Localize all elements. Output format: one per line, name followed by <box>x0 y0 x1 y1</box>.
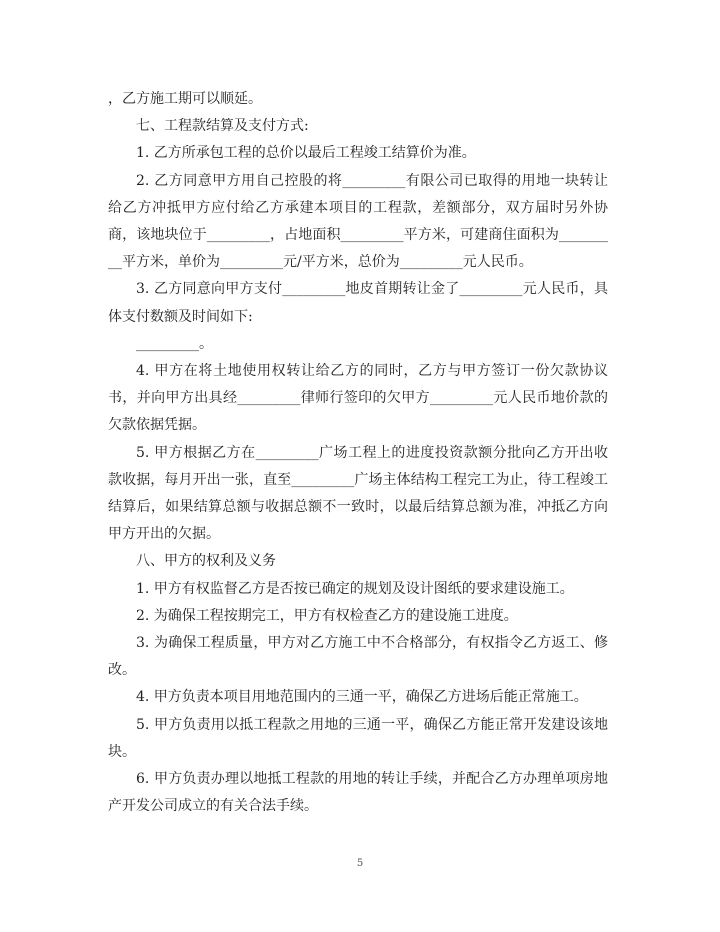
clause-7-4: 4. 甲方在将土地使用权转让给乙方的同时，乙方与甲方签订一份欠款协议书，并向甲方出具经_________律师行签印的欠甲方_________元人民币地价款的欠款依据凭据。 <box>108 363 608 434</box>
clause-7-3: 3. 乙方同意向甲方支付_________地皮首期转让金了_________元人民币，具体支付数额及时间如下: <box>108 281 608 325</box>
page-number: 5 <box>356 858 364 869</box>
clause-8-1: 1. 甲方有权监督乙方是否按已确定的规划及设计图纸的要求建设施工。 <box>136 580 574 597</box>
clause-8-2: 2. 为确保工程按期完工，甲方有权检查乙方的建设施工进度。 <box>136 607 518 624</box>
clause-7-5: 5. 甲方根据乙方在_________广场工程上的进度投资款额分批向乙方开出收款收据，每月开出一张，直至_________广场主体结构工程完工为止，待工程竣工结算后，如果结算总额与收据总额不一致时，以最后结算总额为准，冲抵乙方向甲方开出的欠据。 <box>108 444 608 543</box>
clause-7-1: 1. 乙方所承包工程的总价以最后工程竣工结算价为准。 <box>136 145 476 162</box>
clause-7-3-detail: _________。 <box>136 335 213 352</box>
clause-8-5: 5. 甲方负责用以抵工程款之用地的三通一平，确保乙方能正常开发建设该地块。 <box>108 716 608 760</box>
clause-8-3: 3. 为确保工程质量，甲方对乙方施工中不合格部分，有权指令乙方返工、修改。 <box>108 635 608 679</box>
paragraph-continuation: ，乙方施工期可以顺延。 <box>108 91 262 107</box>
document-body <box>108 86 608 820</box>
section-heading-7: 七、工程款结算及支付方式: <box>136 118 309 135</box>
section-heading-8: 八、甲方的权利及义务 <box>136 553 276 570</box>
clause-8-6: 6. 甲方负责办理以地抵工程款的用地的转让手续，并配合乙方办理单项房地产开发公司成立的有关合法手续。 <box>108 771 608 815</box>
clause-8-4: 4. 甲方负责本项目用地范围内的三通一平，确保乙方进场后能正常施工。 <box>136 689 588 706</box>
clause-7-2: 2. 乙方同意甲方用自己控股的将_________有限公司已取得的用地一块转让给乙方冲抵甲方应付给乙方承建本项目的工程款，差额部分，双方届时另外协商，该地块位于_________，占地面积_________平方米，可建商住面积为_________平方米，单价为_________元/平方米，总价为_________元人民币。 <box>108 172 608 271</box>
